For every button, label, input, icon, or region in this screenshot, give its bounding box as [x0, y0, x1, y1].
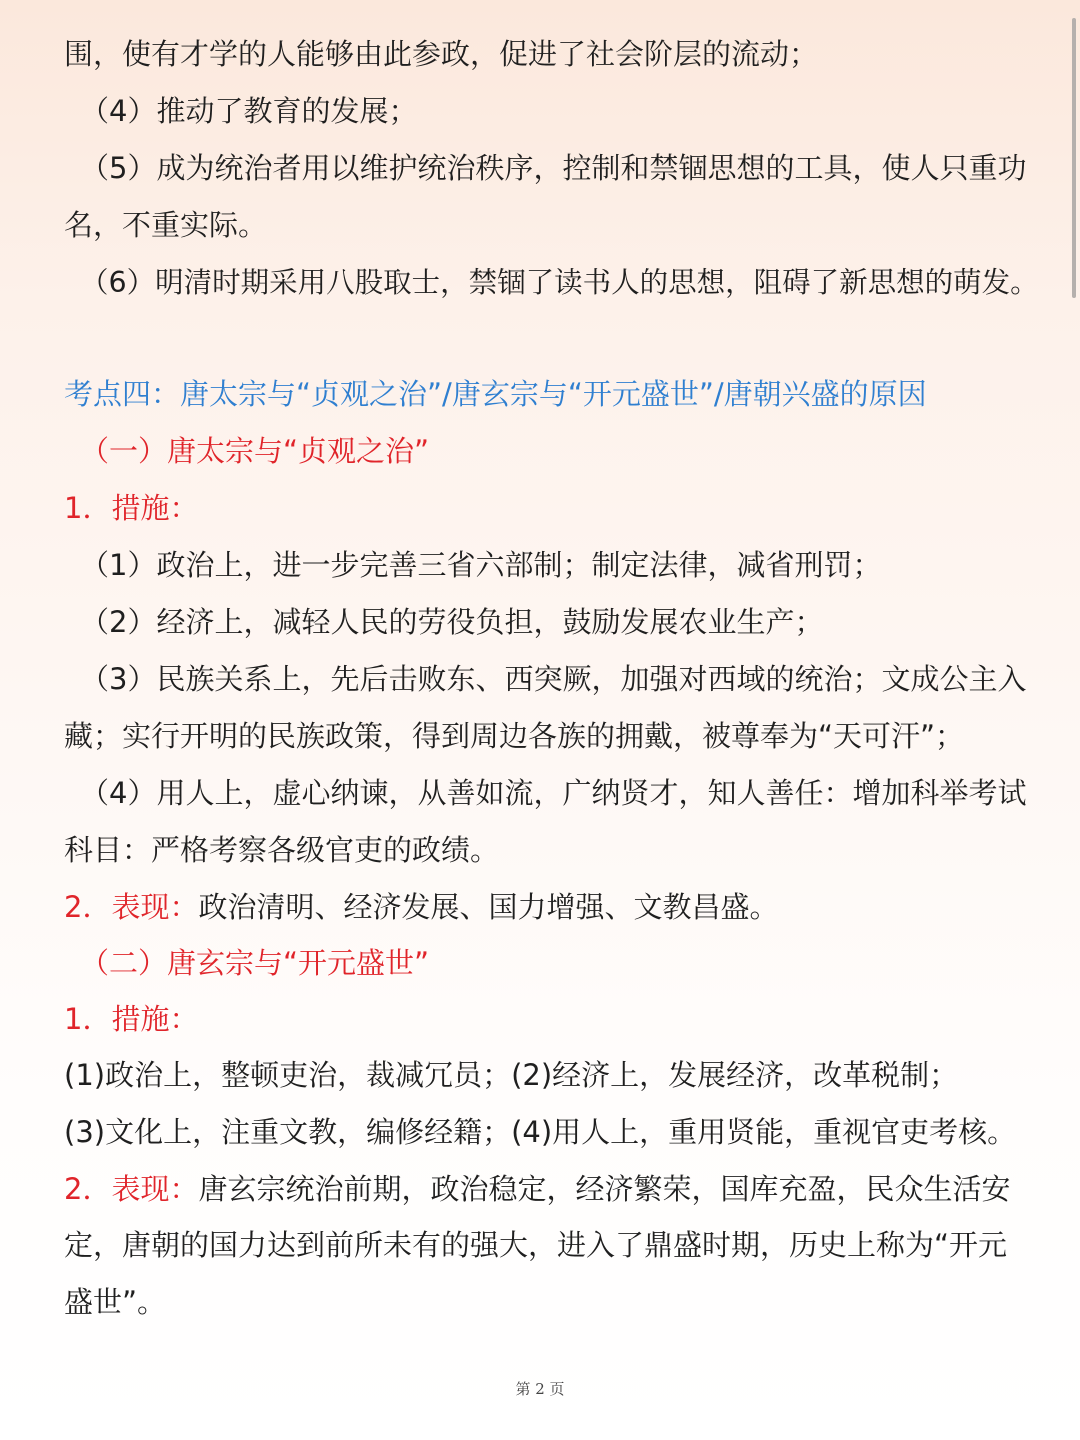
- scrollbar[interactable]: [1070, 0, 1080, 1440]
- text-line: 藏；实行开明的民族政策，得到周边各族的拥戴，被尊奉为“天可汗”；: [64, 719, 965, 753]
- performance-line: [64, 879, 1024, 936]
- performance-label: 2．表现：: [64, 1172, 199, 1206]
- subsection-heading: （二）唐玄宗与“开元盛世”: [80, 946, 430, 980]
- text-line: 定，唐朝的国力达到前所未有的强大，进入了鼎盛时期，历史上称为“开元: [64, 1228, 1008, 1262]
- performance-label: 2．表现：: [64, 890, 199, 924]
- performance-line: [64, 1161, 1024, 1218]
- page-number: 第 2 页: [515, 1380, 565, 1398]
- list-item: （4）推动了教育的发展；: [80, 94, 418, 128]
- list-item: （2）经济上，减轻人民的劳役负担，鼓励发展农业生产；: [80, 605, 824, 639]
- performance-text: 政治清明、经济发展、国力增强、文教昌盛。: [198, 890, 779, 924]
- text-line: (3)文化上，注重文教，编修经籍；(4)用人上，重用贤能，重视官吏考核。: [64, 1115, 1017, 1149]
- text-line: (1)政治上，整顿吏治，裁减冗员；(2)经济上，发展经济，改革税制；: [64, 1058, 959, 1092]
- list-item: （5）成为统治者用以维护统治秩序，控制和禁锢思想的工具，使人只重功: [80, 151, 1027, 185]
- section-title: 考点四：唐太宗与“贞观之治”/唐玄宗与“开元盛世”/唐朝兴盛的原因: [64, 377, 927, 411]
- text-line: 围，使有才学的人能够由此参政，促进了社会阶层的流动；: [64, 37, 819, 71]
- text-line: 名，不重实际。: [64, 208, 268, 242]
- measures-label: 1．措施：: [64, 491, 199, 525]
- list-item: （6）明清时期采用八股取士，禁锢了读书人的思想，阻碍了新思想的萌发。: [80, 266, 1039, 299]
- performance-text: 唐玄宗统治前期，政治稳定，经济繁荣，国库充盈，民众生活安: [198, 1172, 1011, 1206]
- list-item: （4）用人上，虚心纳谏，从善如流，广纳贤才，知人善任：增加科举考试: [80, 776, 1027, 810]
- text-line: 科目：严格考察各级官吏的政绩。: [64, 833, 500, 867]
- list-item: （3）民族关系上，先后击败东、西突厥，加强对西域的统治；文成公主入: [80, 662, 1027, 696]
- list-item: （1）政治上，进一步完善三省六部制；制定法律，减省刑罚；: [80, 548, 882, 582]
- text-line: 盛世”。: [64, 1285, 167, 1319]
- scrollbar-thumb[interactable]: [1072, 18, 1076, 298]
- measures-label: 1．措施：: [64, 1002, 199, 1036]
- subsection-heading: （一）唐太宗与“贞观之治”: [80, 434, 430, 468]
